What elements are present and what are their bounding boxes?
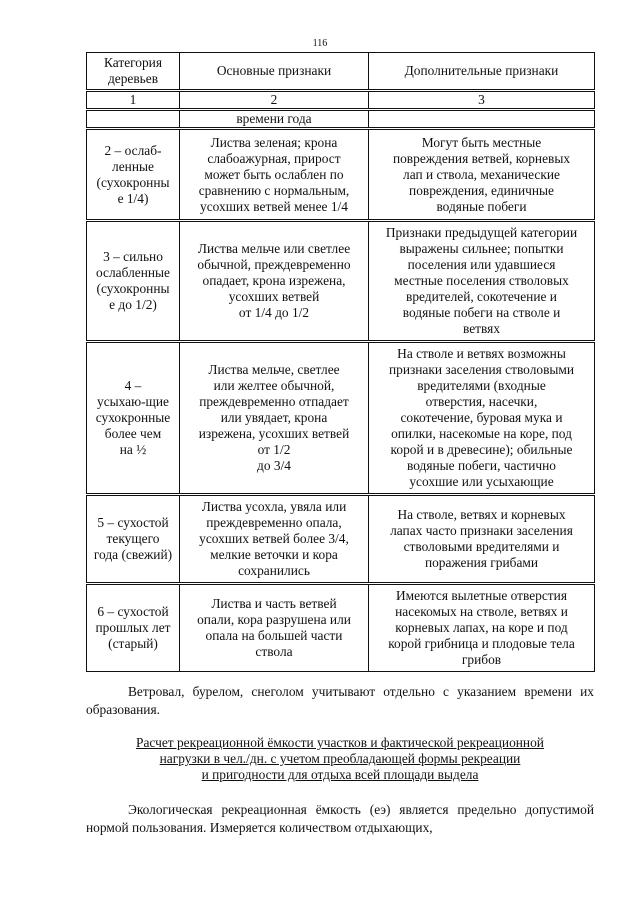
table-header-row	[87, 53, 595, 91]
table-cell: времени года	[180, 110, 369, 129]
table-cell	[87, 110, 180, 129]
body-paragraph: Экологическая рекреационная ёмкость (еэ) является предельно допустимой нормой пользования. Измеряется количеством отдыхающих,	[86, 802, 594, 835]
category-cell: 2 – ослаб- ленные (сухокронны е 1/4)	[87, 129, 180, 221]
additional-signs-cell: На стволе и ветвях возможны признаки заселения стволовыми вредителями (входные отверстия, насечки, сокотечение, буровая мука и опилки, насекомые на коре, под корой и в древесине); обильные водяные побеги, частично усохшие или усыхающие	[369, 342, 595, 495]
category-cell: 5 – сухостой текущего года (свежий)	[87, 495, 180, 584]
table-row	[87, 342, 595, 495]
column-number: 2	[180, 91, 369, 110]
body-paragraph: Ветровал, бурелом, снеголом учитывают отдельно с указанием времени их образования.	[86, 684, 594, 717]
additional-signs-cell: Имеются вылетные отверстия насекомых на стволе, ветвях и корневых лапах, на коре и под корой грибница и плодовые тела грибов	[369, 584, 595, 672]
category-cell: 6 – сухостой прошлых лет (старый)	[87, 584, 180, 672]
header-category: Категория деревьев	[87, 53, 180, 91]
additional-signs-cell: Признаки предыдущей категории выражены сильнее; попытки поселения или удавшиеся местные поселения стволовых вредителей, сокотечение и водяные побеги на стволе и ветвях	[369, 221, 595, 342]
tree-category-table	[86, 52, 595, 672]
main-signs-cell: Листва зеленая; крона слабоажурная, прирост может быть ослаблен по сравнению с нормальным, усохших ветвей менее 1/4	[180, 129, 369, 221]
category-cell: 3 – сильно ослабленные (сухокронны е до 1/2)	[87, 221, 180, 342]
additional-signs-cell: Могут быть местные повреждения ветвей, корневых лап и ствола, механические повреждения, единичные водяные побеги	[369, 129, 595, 221]
table-cell	[369, 110, 595, 129]
additional-signs-cell: На стволе, ветвях и корневых лапах часто признаки заселения стволовыми вредителями и поражения грибами	[369, 495, 595, 584]
column-number: 1	[87, 91, 180, 110]
category-cell: 4 – усыхаю-щие сухокронные более чем на ½	[87, 342, 180, 495]
table-row	[87, 129, 595, 221]
table-row	[87, 221, 595, 342]
column-number: 3	[369, 91, 595, 110]
column-number-row	[87, 91, 595, 110]
page-number: 116	[312, 38, 328, 49]
header-additional-signs: Дополнительные признаки	[369, 53, 595, 91]
main-signs-cell: Листва усохла, увяла или преждевременно опала, усохших ветвей более 3/4, мелкие веточки и кора сохранились	[180, 495, 369, 584]
main-signs-cell: Листва мельче или светлее обычной, преждевременно опадает, крона изрежена, усохших ветвей от 1/4 до 1/2	[180, 221, 369, 342]
table-row	[87, 584, 595, 672]
header-main-signs: Основные признаки	[180, 53, 369, 91]
main-signs-cell: Листва мельче, светлее или желтее обычной, преждевременно отпадает или увядает, крона изрежена, усохших ветвей от 1/2 до 3/4	[180, 342, 369, 495]
main-signs-cell: Листва и часть ветвей опали, кора разрушена или опала на большей части ствола	[180, 584, 369, 672]
section-heading: Расчет рекреационной ёмкости участков и фактической рекреационной нагрузки в чел./дн. с учетом преобладающей формы рекреации и пригодности для отдыха всей площади выдела	[136, 735, 544, 782]
continued-row	[87, 110, 595, 129]
table-row	[87, 495, 595, 584]
